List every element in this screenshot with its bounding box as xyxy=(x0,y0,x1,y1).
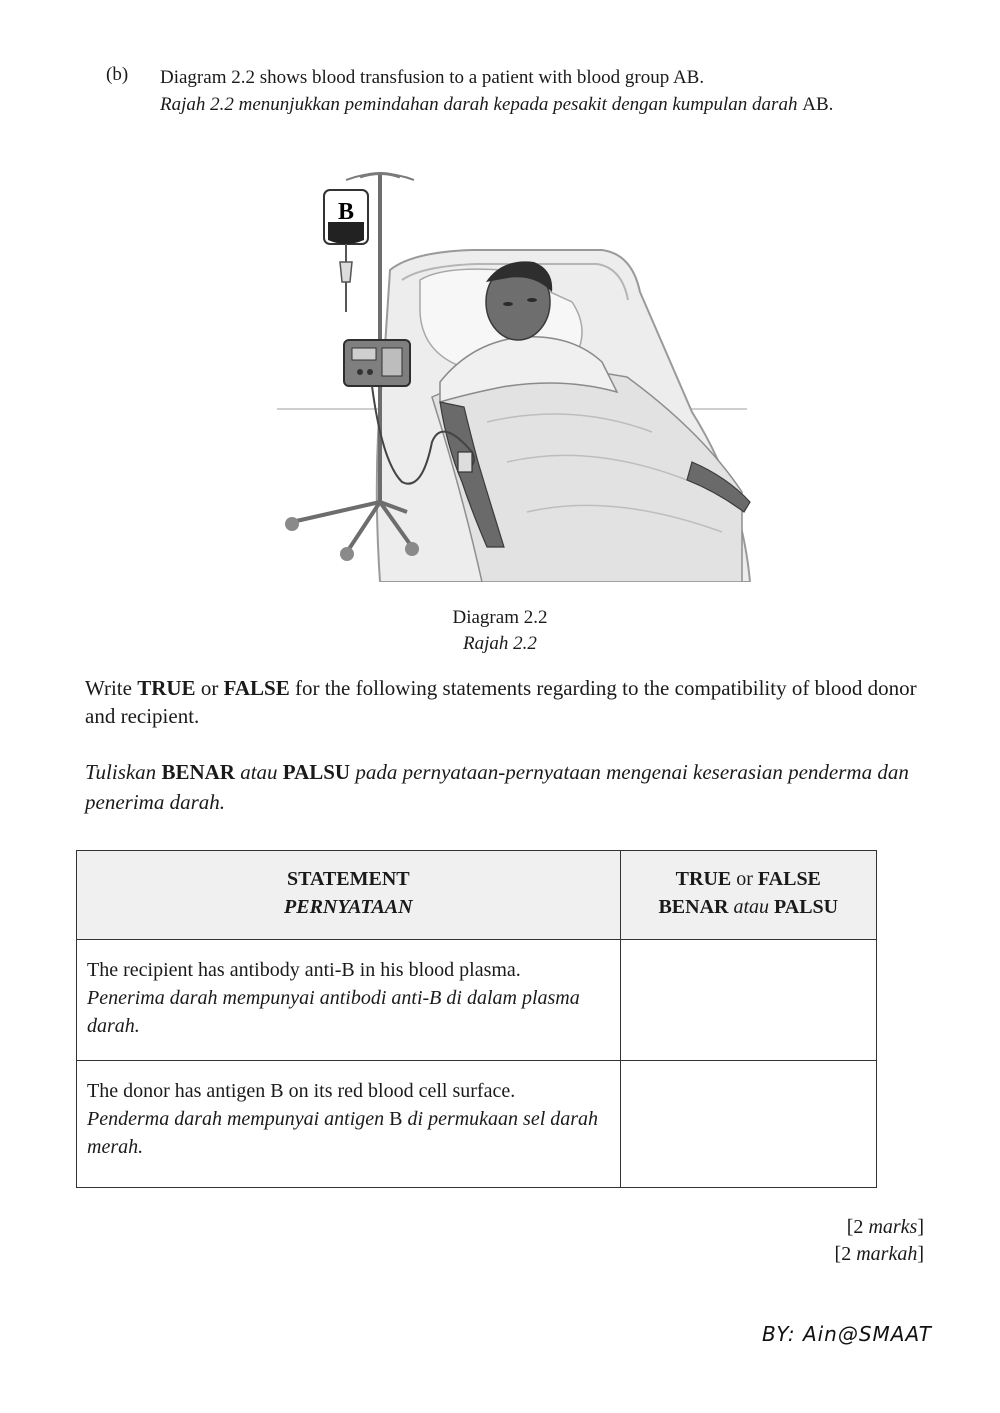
figure-caption-en: Diagram 2.2 xyxy=(452,607,548,628)
statement-table xyxy=(76,850,877,1188)
marks-ms-close: ] xyxy=(917,1243,924,1265)
header-answer-ms xyxy=(658,896,838,918)
statement-ms xyxy=(87,1105,610,1161)
instruction-ms-benar: BENAR xyxy=(161,760,235,784)
instruction-ms-palsu: PALSU xyxy=(282,760,351,784)
marks-en xyxy=(835,1214,924,1241)
instruction-en-false: FALSE xyxy=(223,676,290,700)
answer-cell[interactable] xyxy=(620,940,876,1061)
instruction-en-part: Write xyxy=(85,676,138,700)
question-text-ms-ab: AB. xyxy=(802,94,834,115)
marks-ms xyxy=(835,1241,924,1268)
statement-cell xyxy=(77,940,621,1061)
instruction-ms-part: atau xyxy=(234,760,283,784)
header-answer xyxy=(620,851,876,940)
marks-en-open: [2 xyxy=(846,1216,869,1238)
question-text xyxy=(160,64,860,118)
statement-cell xyxy=(77,1061,621,1188)
header-answer-atau: atau xyxy=(728,896,775,918)
instruction-en-part: or xyxy=(195,676,224,700)
marks-en-word: marks xyxy=(868,1216,918,1238)
header-answer-false: FALSE xyxy=(757,868,821,890)
instruction-en-true: TRUE xyxy=(137,676,196,700)
statement-ms-part: Penderma darah mempunyai antigen xyxy=(87,1108,385,1130)
table-row xyxy=(77,940,877,1061)
blood-transfusion-illustration xyxy=(272,162,752,582)
instruction-en xyxy=(85,674,935,730)
question-text-en: Diagram 2.2 shows blood transfusion to a patient with blood group AB. xyxy=(160,67,705,88)
instruction-ms-part: pada pernyataan-pernyataan mengenai keserasian penderma dan penerima darah. xyxy=(85,760,909,814)
header-statement-ms: PERNYATAAN xyxy=(284,896,413,918)
header-answer-en xyxy=(676,868,821,890)
statement-ms: Penerima darah mempunyai antibodi anti-B di dalam plasma darah. xyxy=(87,987,580,1037)
header-answer-true: TRUE xyxy=(675,868,732,890)
statement-en: The donor has antigen B on its red blood cell surface. xyxy=(87,1080,516,1102)
marks-info xyxy=(835,1214,924,1268)
instruction-ms xyxy=(85,757,935,817)
instruction-en-part: for the following statements regarding to the compatibility of blood donor and recipient. xyxy=(85,676,917,728)
statement-en: The recipient has antibody anti-B in his blood plasma. xyxy=(87,959,521,981)
statement-ms-part: di permukaan sel darah merah. xyxy=(87,1108,599,1158)
instruction-ms-part: Tuliskan xyxy=(85,760,162,784)
header-answer-benar: BENAR xyxy=(658,896,729,918)
header-statement-en: STATEMENT xyxy=(286,868,410,890)
header-statement xyxy=(77,851,621,940)
answer-cell[interactable] xyxy=(620,1061,876,1188)
blood-bag-label: B xyxy=(337,199,355,225)
question-label: (b) xyxy=(106,64,129,85)
question-text-ms xyxy=(160,91,860,118)
marks-ms-word: markah xyxy=(856,1243,918,1265)
marks-ms-open: [2 xyxy=(834,1243,857,1265)
figure-caption-ms: Rajah 2.2 xyxy=(463,633,537,654)
header-answer-palsu: PALSU xyxy=(774,896,839,918)
table-header-row xyxy=(77,851,877,940)
author-signature: BY: Ain@SMAAT xyxy=(762,1322,932,1346)
table-row xyxy=(77,1061,877,1188)
question-text-ms-italic: Rajah 2.2 menunjukkan pemindahan darah kepada pesakit dengan kumpulan darah xyxy=(160,94,798,115)
statement-ms-b: B xyxy=(384,1108,408,1130)
marks-en-close: ] xyxy=(917,1216,924,1238)
header-answer-or: or xyxy=(731,868,758,890)
